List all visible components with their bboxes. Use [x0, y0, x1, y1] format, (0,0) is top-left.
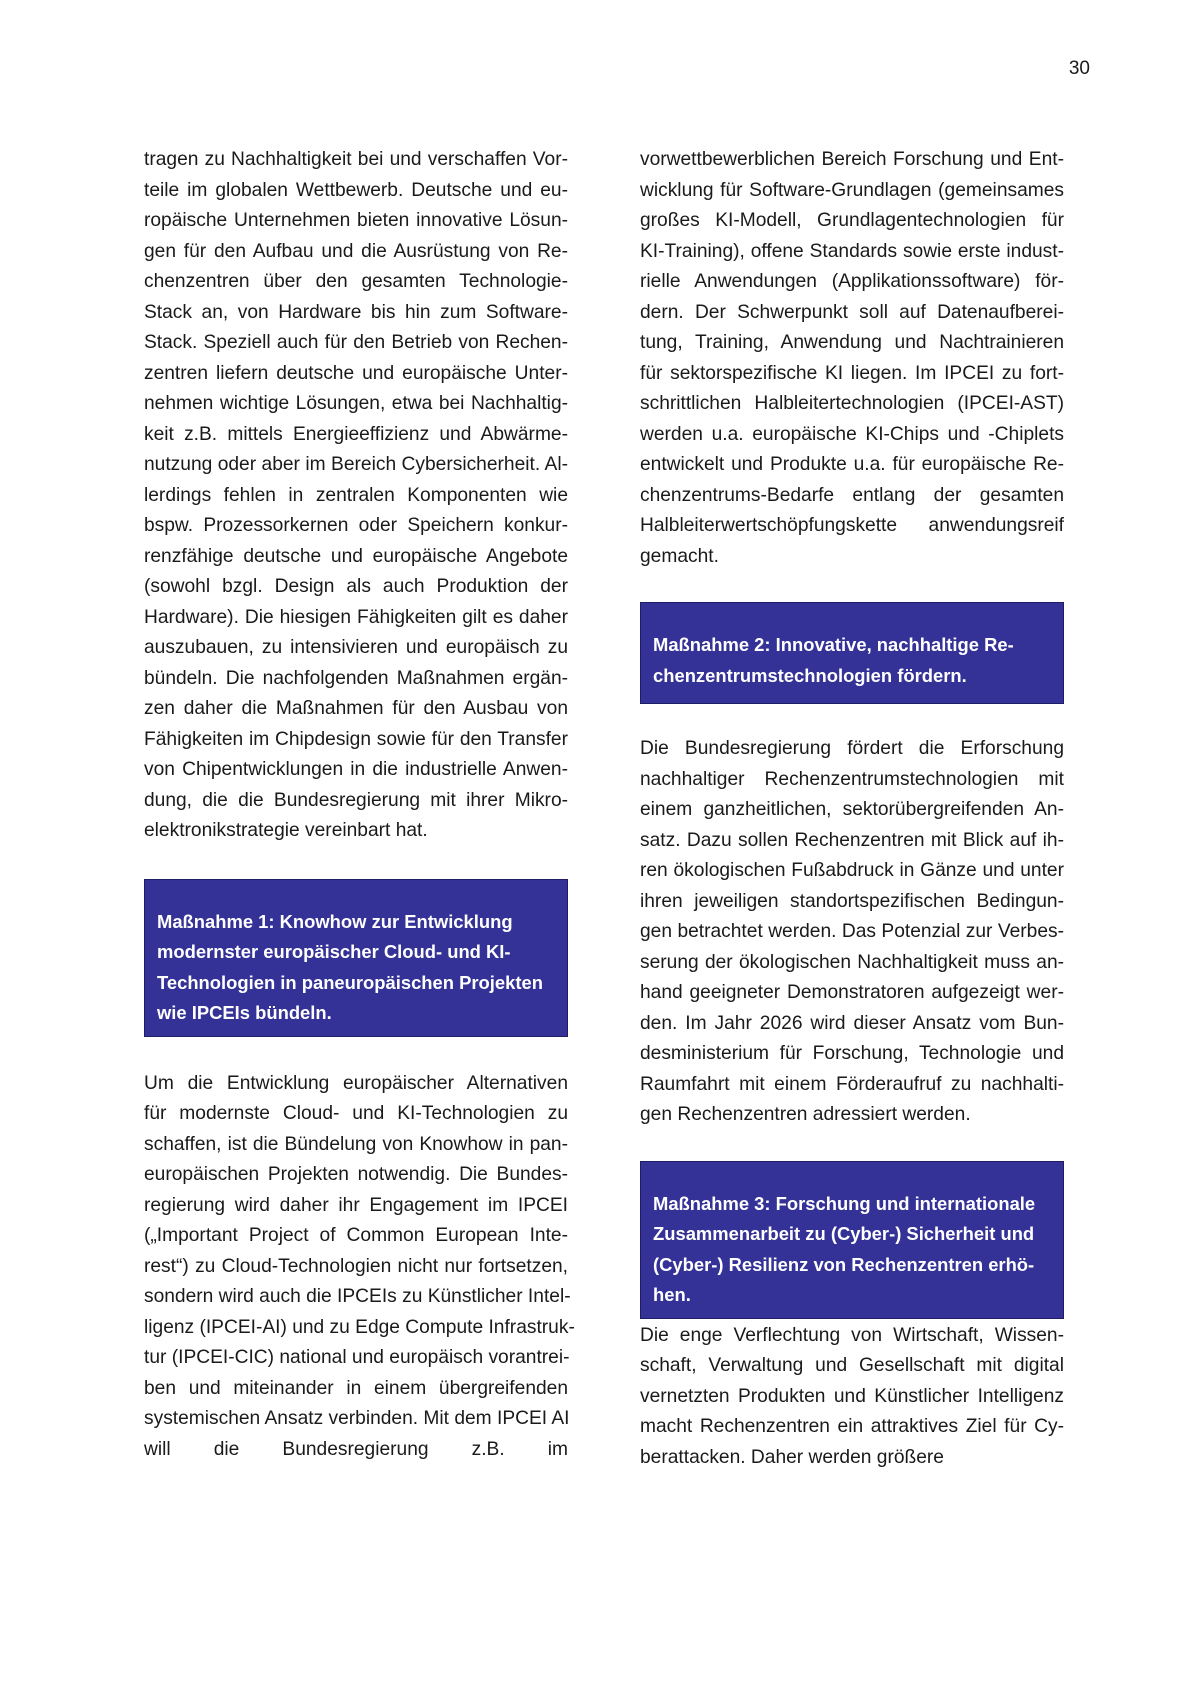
text-line: tung, Training, Anwendung und Nachtrainieren [640, 332, 1064, 353]
text-line: wie IPCEIs bündeln. [157, 1002, 332, 1023]
text-line: Technologien in paneuropäischen Projekten [157, 971, 543, 993]
text-line: den. Im Jahr 2026 wird dieser Ansatz vom Bun- [640, 1012, 1064, 1034]
text-line: renzfähige deutsche und europäische Angebote [144, 545, 568, 567]
body-paragraph [640, 734, 1064, 1131]
text-line: nutzung oder aber im Bereich Cybersicherheit. Al- [144, 454, 568, 475]
measure-3-heading [653, 1189, 1051, 1311]
text-line: Stack. Speziell auch für den Betrieb von Rechen- [144, 332, 568, 353]
text-line: nachhaltiger Rechenzentrumstechnologien mit [640, 768, 1064, 790]
text-line: desministerium für Forschung, Technologie und [640, 1043, 1064, 1064]
text-line: für sektorspezifische KI liegen. Im IPCEI zu fort- [640, 362, 1064, 384]
text-line: macht Rechenzentren ein attraktives Ziel für Cy- [640, 1416, 1064, 1437]
body-paragraph [144, 1069, 575, 1466]
text-line: rielle Anwendungen (Applikationssoftware) för- [640, 271, 1064, 292]
text-line: vernetzten Produkten und Künstlicher Intelligenz [640, 1385, 1064, 1407]
text-line: (Cyber-) Resilienz von Rechenzentren erhö- [653, 1253, 1035, 1275]
text-line: will die Bundesregierung z.B. im [144, 1438, 568, 1460]
measure-1-heading [157, 907, 555, 1029]
text-line: bspw. Prozessorkernen oder Speichern konkur- [144, 515, 568, 536]
text-line: einem ganzheitlichen, sektorübergreifenden An- [640, 799, 1064, 820]
text-line: Maßnahme 1: Knowhow zur Entwicklung [157, 910, 513, 932]
text-line: tur (IPCEI-CIC) national und europäisch vorantrei- [144, 1347, 570, 1368]
text-line: bündeln. Die nachfolgenden Maßnahmen ergän- [144, 667, 568, 689]
measure-1-box [144, 879, 568, 1037]
text-line: Die enge Verflechtung von Wirtschaft, Wissen- [640, 1324, 1064, 1346]
text-line: für modernste Cloud- und KI-Technologien zu [144, 1103, 568, 1124]
text-line: Raumfahrt mit einem Förderaufruf zu nachhalti- [640, 1073, 1064, 1095]
text-line: chenzentrumstechnologien fördern. [653, 664, 967, 686]
body-paragraph [640, 1321, 1064, 1474]
text-line: Zusammenarbeit zu (Cyber-) Sicherheit und [653, 1223, 1035, 1244]
text-line: keit z.B. mittels Energieeffizienz und Abwärme- [144, 423, 568, 445]
text-line: tragen zu Nachhaltigkeit bei und verschaffen Vor- [144, 149, 568, 170]
text-line: von Chipentwicklungen in die industrielle Anwen- [144, 759, 568, 780]
left-column [144, 145, 575, 1465]
measure-2-heading [653, 630, 1051, 691]
text-line: ropäische Unternehmen bieten innovative Lösun- [144, 210, 568, 231]
text-line: rest“) zu Cloud-Technologien nicht nur fortsetzen, [144, 1255, 568, 1277]
text-line: dern. Der Schwerpunkt soll auf Datenaufberei- [640, 301, 1064, 323]
text-line: europäischen Projekten notwendig. Die Bundes- [144, 1164, 568, 1185]
text-line: systemischen Ansatz verbinden. Mit dem IPCEI AI [144, 1408, 570, 1429]
text-line: gen für den Aufbau und die Ausrüstung von Re- [144, 240, 568, 262]
text-line: (sowohl bzgl. Design als auch Produktion der [144, 576, 568, 597]
text-line: chenzentren über den gesamten Technologie- [144, 271, 568, 292]
text-line: elektronikstrategie vereinbart hat. [144, 820, 428, 841]
text-line: gemacht. [640, 545, 719, 567]
text-line: serung der ökologischen Nachhaltigkeit muss an- [640, 951, 1064, 973]
text-line: Halbleiterwertschöpfungskette anwendungsreif [640, 515, 1064, 536]
text-line: hen. [653, 1284, 691, 1305]
page-number: 30 [1068, 58, 1090, 79]
text-line: schrittlichen Halbleitertechnologien (IPCEI-AST) [640, 393, 1064, 414]
text-line: teile im globalen Wettbewerb. Deutsche und eu- [144, 179, 568, 201]
text-line: modernster europäischer Cloud- und KI- [157, 941, 511, 962]
text-line: schaft, Verwaltung und Gesellschaft mit digital [640, 1355, 1064, 1376]
text-line: ren ökologischen Fußabdruck in Gänze und unter [640, 860, 1064, 881]
text-line: gen betrachtet werden. Das Potenzial zur Verbes- [640, 921, 1064, 942]
text-line: gen Rechenzentren adressiert werden. [640, 1104, 971, 1125]
text-line: chenzentrums-Bedarfe entlang der gesamten [640, 484, 1064, 506]
text-line: („Important Project of Common European Inte- [144, 1225, 568, 1246]
body-paragraph [640, 145, 1064, 572]
text-line: sondern wird auch die IPCEIs zu Künstlicher Intel- [144, 1286, 571, 1307]
text-line: dung, die die Bundesregierung mit ihrer Mikro- [144, 789, 568, 811]
text-line: vorwettbewerblichen Bereich Forschung und Ent- [640, 149, 1064, 170]
text-line: zentren liefern deutsche und europäische Unter- [144, 362, 568, 384]
text-line: regierung wird daher ihr Engagement im IPCEI [144, 1194, 568, 1216]
text-line: ihren jeweiligen standortspezifischen Bedingun- [640, 890, 1064, 912]
text-line: schaffen, ist die Bündelung von Knowhow in pan- [144, 1133, 568, 1155]
measure-3-box [640, 1161, 1064, 1319]
text-line: entwickelt und Produkte u.a. für europäische Re- [640, 454, 1064, 475]
text-line: ben und miteinander in einem übergreifenden [144, 1377, 568, 1399]
text-line: auszubauen, zu intensivieren und europäisch zu [144, 637, 568, 658]
text-line: Die Bundesregierung fördert die Erforschung [640, 738, 1064, 759]
body-paragraph [144, 145, 568, 847]
text-line: satz. Dazu sollen Rechenzentren mit Blick auf ih- [640, 829, 1064, 851]
text-line: lerdings fehlen in zentralen Komponenten wie [144, 484, 568, 506]
text-line: Hardware). Die hiesigen Fähigkeiten gilt es daher [144, 606, 568, 628]
text-line: Fähigkeiten im Chipdesign sowie für den Transfer [144, 728, 568, 750]
text-line: KI-Training), offene Standards sowie erste indust- [640, 240, 1064, 262]
text-line: zen daher die Maßnahmen für den Ausbau von [144, 698, 568, 719]
text-line: ligenz (IPCEI-AI) und zu Edge Compute Infrastruk- [144, 1316, 575, 1338]
text-line: hand geeigneter Demonstratoren aufgezeigt wer- [640, 982, 1064, 1003]
text-line: berattacken. Daher werden größere [640, 1446, 944, 1468]
text-line: wicklung für Software-Grundlagen (gemeinsames [640, 179, 1064, 201]
text-line: großes KI-Modell, Grundlagentechnologien für [640, 210, 1064, 231]
measure-2-box [640, 602, 1064, 704]
text-line: Maßnahme 3: Forschung und internationale [653, 1192, 1036, 1214]
right-column [640, 145, 1064, 1473]
text-line: Um die Entwicklung europäischer Alternativen [144, 1072, 568, 1094]
text-line: werden u.a. europäische KI-Chips und -Chiplets [640, 423, 1064, 445]
text-line: Maßnahme 2: Innovative, nachhaltige Re- [653, 634, 1014, 655]
text-line: Stack an, von Hardware bis hin zum Software- [144, 301, 568, 323]
text-line: nehmen wichtige Lösungen, etwa bei Nachhaltig- [144, 393, 568, 414]
